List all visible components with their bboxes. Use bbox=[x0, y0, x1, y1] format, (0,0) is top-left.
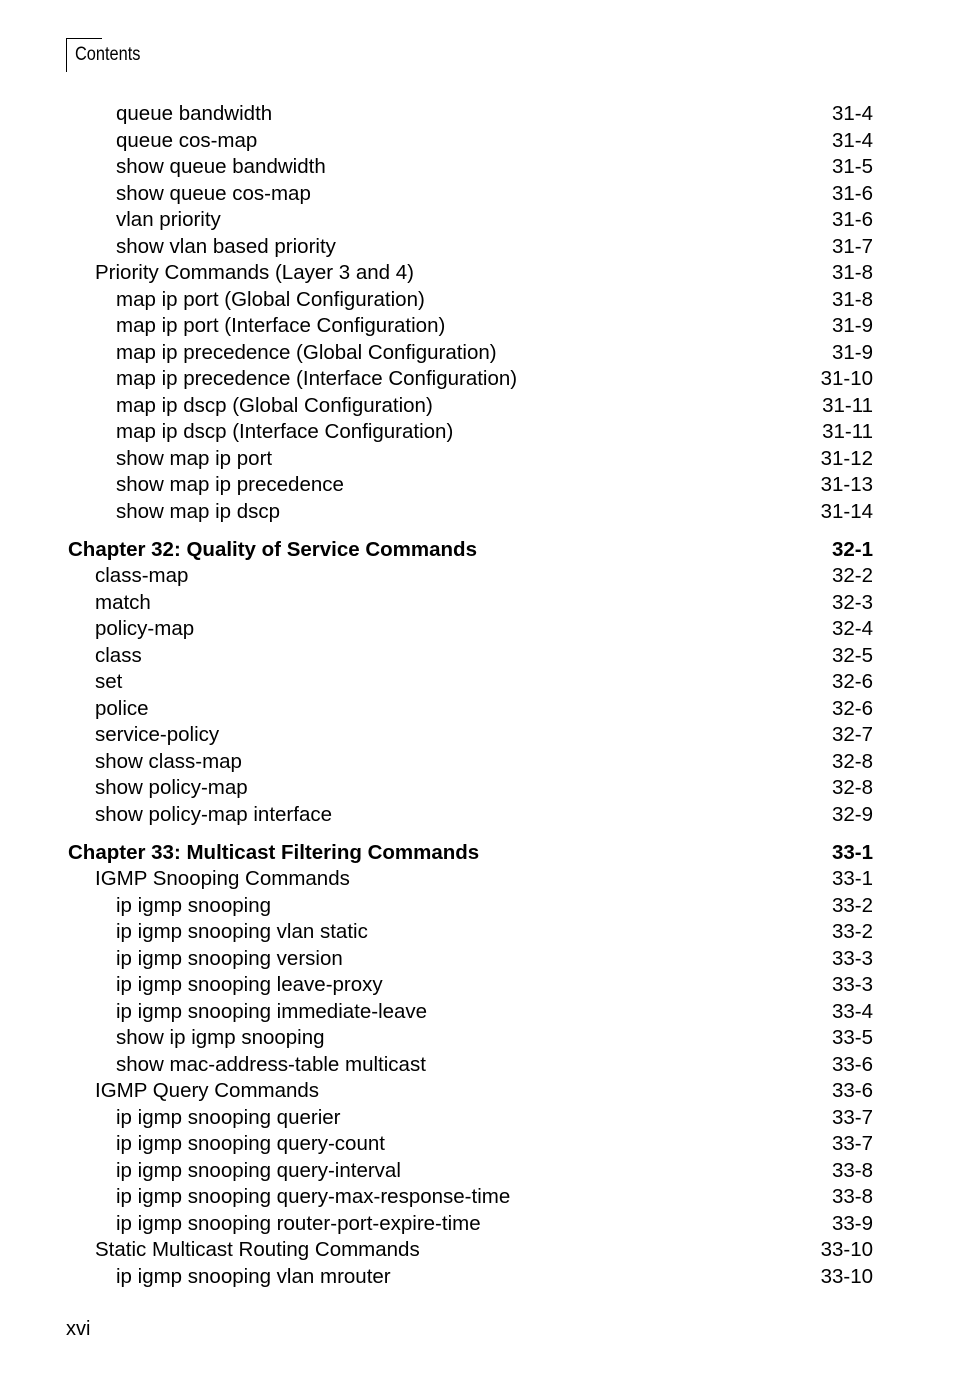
toc-entry[interactable] bbox=[0, 669, 954, 695]
toc-entry[interactable] bbox=[0, 1237, 954, 1263]
toc-entry-label: show class-map bbox=[95, 749, 242, 773]
toc-entry[interactable] bbox=[0, 590, 954, 616]
toc-entry-page: 32-8 bbox=[831, 776, 873, 799]
toc-entry[interactable] bbox=[0, 234, 954, 260]
toc-entry[interactable] bbox=[0, 1052, 954, 1078]
toc-entry[interactable] bbox=[0, 775, 954, 801]
toc-entry-page: 31-11 bbox=[822, 393, 873, 417]
toc-entry-label: show queue bandwidth bbox=[116, 155, 326, 178]
toc-entry-page: 33-4 bbox=[831, 999, 873, 1023]
toc-entry-page: 31-6 bbox=[831, 208, 873, 231]
toc-entry[interactable] bbox=[0, 260, 954, 286]
toc-entry-label: set bbox=[95, 670, 123, 693]
toc-entry-page: 31-9 bbox=[831, 314, 873, 337]
header-rule-vertical bbox=[66, 38, 67, 72]
toc-entry-page: 33-10 bbox=[820, 1238, 873, 1261]
toc-entry-page: 33-8 bbox=[831, 1185, 873, 1208]
toc-entry[interactable] bbox=[0, 181, 954, 207]
toc-entry-page: 33-10 bbox=[820, 1264, 873, 1288]
toc-entry[interactable] bbox=[0, 101, 954, 127]
header-rule-horizontal bbox=[66, 38, 102, 39]
toc-entry[interactable] bbox=[0, 1131, 954, 1157]
toc-entry-label: match bbox=[95, 590, 151, 614]
toc-entry[interactable] bbox=[0, 154, 954, 180]
toc-entry[interactable] bbox=[0, 866, 954, 892]
toc-entry-page: 32-8 bbox=[831, 749, 873, 773]
toc-entry-label: ip igmp snooping querier bbox=[116, 1105, 341, 1129]
toc-entry-label: show map ip precedence bbox=[116, 473, 344, 496]
toc-entry-label: show mac-address-table multicast bbox=[116, 1052, 426, 1076]
toc-entry-label: IGMP Snooping Commands bbox=[95, 867, 350, 890]
toc-entry-label: ip igmp snooping vlan static bbox=[116, 920, 368, 943]
toc-entry-page: 33-6 bbox=[831, 1052, 873, 1076]
toc-entry-label: ip igmp snooping immediate-leave bbox=[116, 999, 428, 1023]
toc-entry-page: 31-8 bbox=[831, 287, 873, 311]
toc-entry-label: Chapter 32: Quality of Service Commands bbox=[68, 537, 477, 561]
toc-entry-label: policy-map bbox=[95, 617, 195, 640]
toc-entry-label: map ip dscp (Interface Configuration) bbox=[116, 420, 454, 443]
toc-entry-page: 32-9 bbox=[831, 802, 873, 826]
toc-entry-page: 32-7 bbox=[831, 723, 873, 746]
toc-entry-page: 33-7 bbox=[831, 1105, 873, 1129]
toc-entry-page: 33-2 bbox=[831, 920, 873, 943]
toc-entry-label: map ip dscp (Global Configuration) bbox=[116, 393, 433, 417]
toc-entry-label: queue bandwidth bbox=[116, 102, 273, 125]
toc-entry-label: show map ip dscp bbox=[116, 499, 281, 523]
toc-entry[interactable] bbox=[0, 1264, 954, 1290]
toc-entry-page: 31-12 bbox=[820, 446, 873, 470]
toc-entry[interactable] bbox=[0, 1211, 954, 1237]
toc-entry[interactable] bbox=[0, 472, 954, 498]
toc-entry-label: Chapter 33: Multicast Filtering Commands bbox=[68, 840, 480, 864]
toc-entry-label: show queue cos-map bbox=[116, 181, 311, 205]
toc-entry[interactable] bbox=[0, 207, 954, 233]
toc-entry[interactable] bbox=[0, 802, 954, 828]
toc-entry-page: 32-6 bbox=[831, 696, 873, 720]
toc-entry[interactable] bbox=[0, 1025, 954, 1051]
toc-entry-label: ip igmp snooping vlan mrouter bbox=[116, 1264, 391, 1288]
toc-entry-label: IGMP Query Commands bbox=[95, 1079, 320, 1102]
toc-entry-page: 31-8 bbox=[831, 261, 873, 284]
toc-entry-page: 33-3 bbox=[831, 946, 873, 970]
running-header: Contents bbox=[75, 44, 141, 65]
toc-entry-label: Static Multicast Routing Commands bbox=[95, 1238, 420, 1261]
toc-entry-label: show map ip port bbox=[116, 446, 273, 470]
toc-entry-page: 33-8 bbox=[831, 1158, 873, 1182]
toc-entry-page: 33-1 bbox=[831, 867, 873, 890]
toc-entry-label: show ip igmp snooping bbox=[116, 1026, 325, 1049]
toc-entry-page: 33-9 bbox=[831, 1211, 873, 1235]
toc-entry[interactable] bbox=[0, 893, 954, 919]
toc-entry-label: service-policy bbox=[95, 723, 220, 746]
toc-entry[interactable] bbox=[0, 499, 954, 525]
toc-entry-label: ip igmp snooping bbox=[116, 893, 271, 917]
toc-entry-page: 31-6 bbox=[831, 181, 873, 205]
toc-entry-page: 33-7 bbox=[831, 1132, 873, 1155]
toc-entry[interactable] bbox=[0, 999, 954, 1025]
toc-entry-page: 32-1 bbox=[831, 537, 873, 561]
toc-entry-label: class bbox=[95, 643, 142, 667]
toc-entry-label: police bbox=[95, 696, 149, 720]
toc-entry[interactable] bbox=[0, 128, 954, 154]
toc-entry-label: Priority Commands (Layer 3 and 4) bbox=[95, 261, 415, 284]
toc-entry[interactable] bbox=[0, 616, 954, 642]
toc-entry-page: 31-5 bbox=[831, 155, 873, 178]
toc-entry-label: map ip precedence (Global Configuration) bbox=[116, 340, 497, 364]
toc-entry[interactable] bbox=[0, 287, 954, 313]
toc-entry-label: ip igmp snooping query-count bbox=[116, 1132, 385, 1155]
toc-entry-page: 32-2 bbox=[831, 564, 873, 587]
toc-entry-page: 32-5 bbox=[831, 643, 873, 667]
toc-entry[interactable] bbox=[0, 340, 954, 366]
toc-entry[interactable] bbox=[0, 1105, 954, 1131]
toc-entry-label: ip igmp snooping query-interval bbox=[116, 1158, 401, 1182]
toc-entry-page: 31-4 bbox=[831, 128, 873, 152]
toc-entry-page: 31-11 bbox=[822, 420, 873, 443]
toc-entry-page: 33-5 bbox=[831, 1026, 873, 1049]
toc-chapter-entry[interactable] bbox=[0, 840, 954, 866]
toc-entry-label: vlan priority bbox=[116, 208, 221, 231]
toc-entry[interactable] bbox=[0, 393, 954, 419]
page-number: xvi bbox=[66, 1318, 91, 1340]
toc-entry-page: 31-10 bbox=[820, 367, 873, 390]
toc-entry-label: ip igmp snooping router-port-expire-time bbox=[116, 1211, 481, 1235]
toc-entry[interactable] bbox=[0, 1184, 954, 1210]
toc-entry-label: show policy-map interface bbox=[95, 802, 332, 826]
toc-entry[interactable] bbox=[0, 563, 954, 589]
toc-entry[interactable] bbox=[0, 696, 954, 722]
toc-entry[interactable] bbox=[0, 749, 954, 775]
toc-entry-page: 32-6 bbox=[831, 670, 873, 693]
toc-entry-label: map ip port (Interface Configuration) bbox=[116, 314, 446, 337]
toc-entry-page: 33-6 bbox=[831, 1079, 873, 1102]
toc-entry[interactable] bbox=[0, 946, 954, 972]
toc-entry[interactable] bbox=[0, 366, 954, 392]
toc-entry-label: show policy-map bbox=[95, 776, 248, 799]
toc-entry-label: ip igmp snooping version bbox=[116, 946, 343, 970]
toc-entry-page: 32-3 bbox=[831, 590, 873, 614]
toc-entry-page: 33-3 bbox=[831, 973, 873, 996]
toc-entry-label: map ip precedence (Interface Configuration) bbox=[116, 367, 518, 390]
toc-entry[interactable] bbox=[0, 419, 954, 445]
toc-entry-page: 31-7 bbox=[831, 234, 873, 258]
toc-entry-label: map ip port (Global Configuration) bbox=[116, 287, 425, 311]
toc-entry[interactable] bbox=[0, 446, 954, 472]
toc-entry-label: ip igmp snooping query-max-response-time bbox=[116, 1185, 511, 1208]
toc-entry-page: 31-9 bbox=[831, 340, 873, 364]
toc-entry[interactable] bbox=[0, 1078, 954, 1104]
toc-entry-page: 31-4 bbox=[831, 102, 873, 125]
toc-entry-page: 33-2 bbox=[831, 893, 873, 917]
toc-entry[interactable] bbox=[0, 972, 954, 998]
toc-entry[interactable] bbox=[0, 722, 954, 748]
toc-entry[interactable] bbox=[0, 919, 954, 945]
toc-entry-label: queue cos-map bbox=[116, 128, 258, 152]
toc-entry-label: class-map bbox=[95, 564, 189, 587]
toc-entry-label: ip igmp snooping leave-proxy bbox=[116, 973, 383, 996]
toc-entry-page: 33-1 bbox=[831, 840, 873, 864]
toc-entry-page: 31-13 bbox=[820, 473, 873, 496]
toc-entry-page: 32-4 bbox=[831, 617, 873, 640]
toc-entry-label: show vlan based priority bbox=[116, 234, 336, 258]
toc-entry[interactable] bbox=[0, 643, 954, 669]
toc-entry[interactable] bbox=[0, 1158, 954, 1184]
toc-entry-page: 31-14 bbox=[820, 499, 873, 523]
toc-chapter-entry[interactable] bbox=[0, 537, 954, 563]
toc-entry[interactable] bbox=[0, 313, 954, 339]
